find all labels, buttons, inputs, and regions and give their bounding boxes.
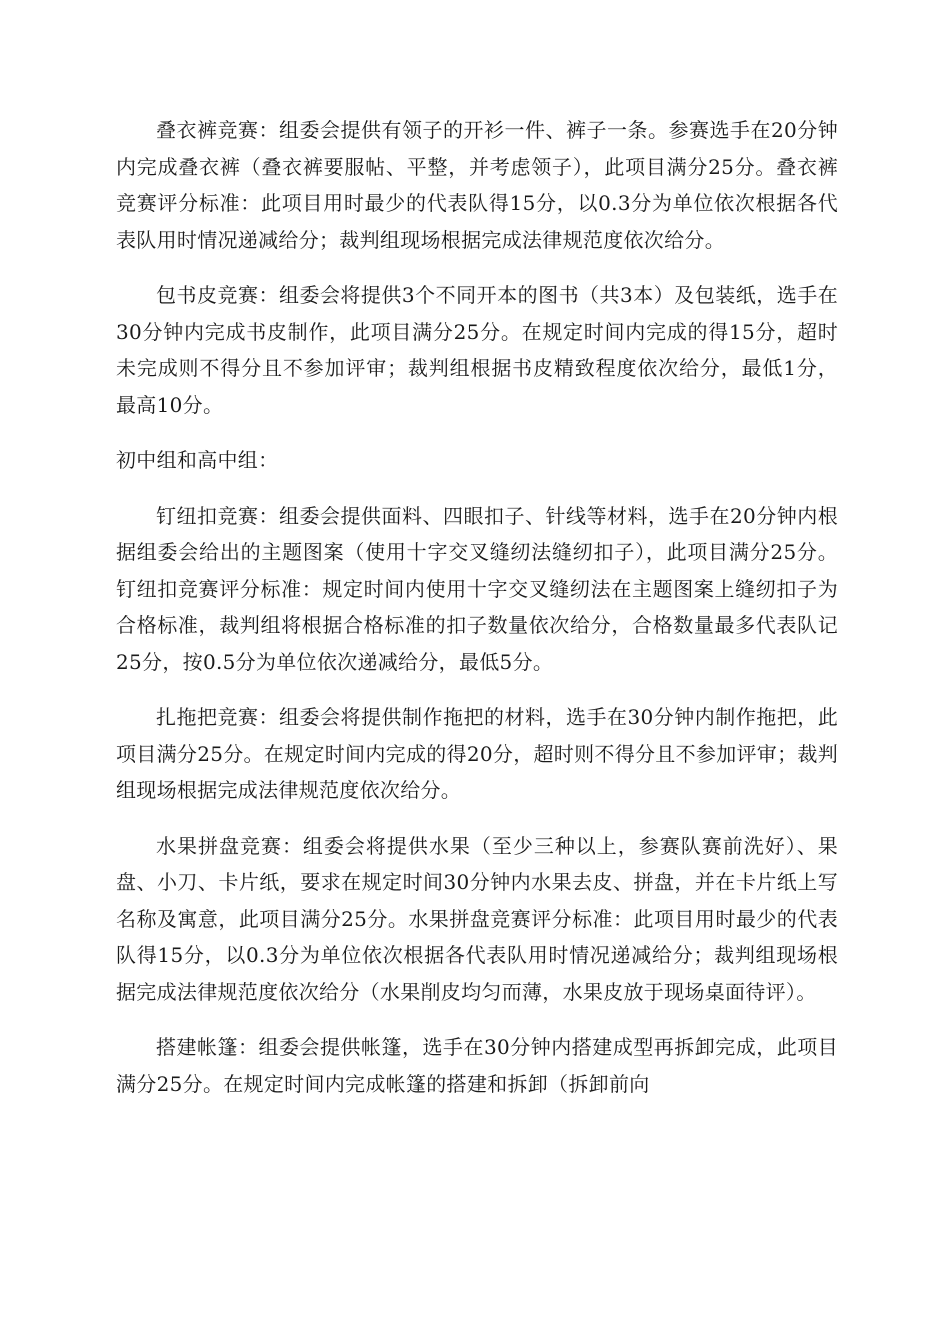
para-button-sewing: 钉纽扣竞赛：组委会提供面料、四眼扣子、针线等材料，选手在20分钟内根据组委会给出的主题图案（使用十字交叉缝纫法缝纫扣子），此项目满分25分。钉纽扣竞赛评分标准：规定时间内使用十字交叉缝纫法在主题图案上缝纫扣子为合格标准，裁判组将根据合格标准的扣子数量依次给分，合格数量最多代表队记25分，按0.5分为单位依次递减给分，最低5分。 [116, 503, 838, 674]
document-page [116, 112, 838, 1121]
para-book-cover: 包书皮竞赛：组委会将提供3个不同开本的图书（共3本）及包装纸，选手在30分钟内完成书皮制作，此项目满分25分。在规定时间内完成的得15分，超时未完成则不得分且不参加评审；裁判组根据书皮精致程度依次给分，最低1分，最高10分。 [116, 283, 838, 417]
para-tent-building: 搭建帐篷：组委会提供帐篷，选手在30分钟内搭建成型再拆卸完成，此项目满分25分。在规定时间内完成帐篷的搭建和拆卸（拆卸前向 [116, 1035, 838, 1096]
para-fruit-platter: 水果拼盘竞赛：组委会将提供水果（至少三种以上，参赛队赛前洗好）、果盘、小刀、卡片纸，要求在规定时间30分钟内水果去皮、拼盘，并在卡片纸上写名称及寓意，此项目满分25分。水果拼盘竞赛评分标准：此项目用时最少的代表队得15分，以0.3分为单位依次根据各代表队用时情况递减给分；裁判组现场根据完成法律规范度依次给分（水果削皮均匀而薄，水果皮放于现场桌面待评）。 [116, 833, 838, 1004]
section-heading-junior-senior: 初中组和高中组： [116, 448, 279, 472]
para-mop-making: 扎拖把竞赛：组委会将提供制作拖把的材料，选手在30分钟内制作拖把，此项目满分25分。在规定时间内完成的得20分，超时则不得分且不参加评审；裁判组现场根据完成法律规范度依次给分。 [116, 705, 838, 802]
para-folding-clothes: 叠衣裤竞赛：组委会提供有领子的开衫一件、裤子一条。参赛选手在20分钟内完成叠衣裤（叠衣裤要服帖、平整，并考虑领子），此项目满分25分。叠衣裤竞赛评分标准：此项目用时最少的代表队得15分，以0.3分为单位依次根据各代表队用时情况递减给分；裁判组现场根据完成法律规范度依次给分。 [116, 118, 838, 252]
